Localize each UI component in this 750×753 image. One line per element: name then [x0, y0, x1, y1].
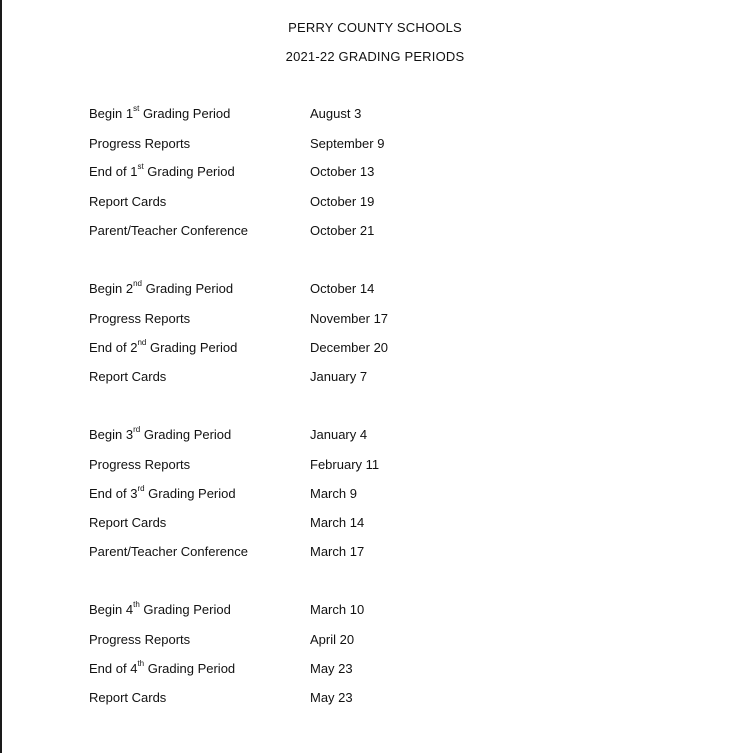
event-date: February 11: [310, 457, 380, 472]
event-label: End of 1st Grading Period: [89, 162, 235, 179]
event-label: Parent/Teacher Conference: [89, 544, 248, 559]
event-date: August 3: [310, 106, 362, 121]
event-label: Begin 4th Grading Period: [89, 600, 231, 617]
event-label: Report Cards: [89, 369, 167, 384]
event-date: December 20: [310, 340, 389, 355]
event-date: October 19: [310, 194, 375, 209]
event-date: March 17: [310, 544, 365, 559]
event-date: April 20: [310, 632, 355, 647]
district-title: PERRY COUNTY SCHOOLS: [288, 20, 462, 35]
event-label: Report Cards: [89, 690, 167, 705]
event-label: Report Cards: [89, 194, 167, 209]
event-label: Progress Reports: [89, 457, 191, 472]
event-label: Parent/Teacher Conference: [89, 223, 248, 238]
event-date: January 4: [310, 427, 368, 442]
event-label: Begin 1st Grading Period: [89, 104, 231, 121]
event-date: October 13: [310, 164, 375, 179]
event-label: Progress Reports: [89, 311, 191, 326]
event-label: Progress Reports: [89, 632, 191, 647]
event-date: September 9: [310, 136, 385, 151]
event-date: May 23: [310, 690, 353, 705]
event-date: October 21: [310, 223, 375, 238]
event-label: Begin 3rd Grading Period: [89, 425, 232, 442]
event-label: End of 4th Grading Period: [89, 659, 236, 676]
event-date: May 23: [310, 661, 353, 676]
event-date: March 10: [310, 602, 365, 617]
event-date: October 14: [310, 281, 375, 296]
event-label: Progress Reports: [89, 136, 191, 151]
event-label: End of 3rd Grading Period: [89, 484, 236, 501]
grading-periods-subtitle: 2021-22 GRADING PERIODS: [285, 49, 465, 64]
event-label: Begin 2nd Grading Period: [89, 279, 234, 296]
page-left-border: [0, 0, 2, 753]
event-label: Report Cards: [89, 515, 167, 530]
event-date: March 14: [310, 515, 365, 530]
event-date: March 9: [310, 486, 357, 501]
event-label: End of 2nd Grading Period: [89, 338, 238, 355]
event-date: January 7: [310, 369, 368, 384]
event-date: November 17: [310, 311, 389, 326]
